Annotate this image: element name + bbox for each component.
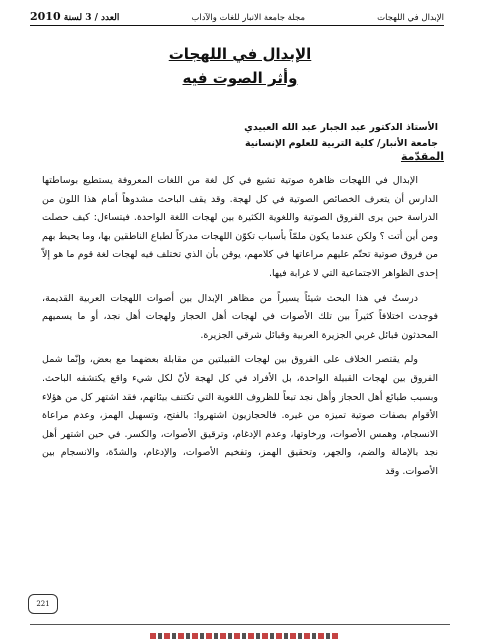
- title-line-2: وأثر الصوت فيه: [182, 69, 298, 87]
- journal-name: مجلة جامعة الانبار للغات والآداب: [191, 13, 306, 23]
- page-number: 221: [28, 594, 58, 614]
- author-block: [244, 120, 438, 152]
- footer-decoration: [150, 633, 340, 639]
- author-name: الأستاذ الدكتور عبد الجبار عبد الله العبيدي: [244, 122, 438, 133]
- issue-year: 2010: [30, 10, 61, 23]
- section-heading: المقدّمة: [400, 150, 444, 163]
- running-title: الإبدال في اللهجات: [377, 13, 444, 23]
- footer-rule: [30, 624, 450, 625]
- paragraph: الإبدال في اللهجات ظاهرة صوتية تشيع في كل لغة من اللغات المعروفة يستطيع بوساطتها الدارس أن يتعرف الخصائص الصوتية في كل لهجة. وقد يقف الباحث مشدوهاً أمام هذا اللون من الدراسة حين يرى الفروق الصوتية واللغوية الكثيرة بين لهجات اللغة الواحدة. فيتساءل: كيف حصلت ومن أين أتت ؟ ولكن عندما يكون ملمّاً بأسباب تكوّن اللهجات مدركاً لطباع الناطقين بها، وما يحيط بهم من فروق صوتية تحتّم عليهم مراعاتها في كلامهم، يوقن بأن الذي تختلف فيه لهجات لغة قوم ما هو إلاّ إحدى الظواهر الاجتماعية التي لا غرابة فيها.: [42, 175, 438, 279]
- issue-info: [30, 11, 119, 24]
- running-header: [30, 6, 444, 24]
- paragraph: ولم يقتصر الخلاف على الفروق بين لهجات القبيلتين من مقابلة بعضهما مع بعض، وإنّما شمل الفروق بين لهجات القبيلة الواحدة، بل الأفراد في كل لهجة لأنّ لكل شيء واقع يكتشفه الباحث. وبسبب طبائع أهل الحجاز وأهل نجد تبعاً للظروف اللغوية التي تكتنف بيئاتهم، فقد اشتهر كل من هؤلاء الأقوام بصفات صوتية تميزه من غيره. فالحجازيون اشتهروا: بالفتح، وتسهيل الهمز، وعدم مراعاة الانسجام، وهمس الأصوات، ورخاوتها، وعدم الإدغام، وترقيق الأصوات، والكسر. في حين اشتهر أهل نجد بالإمالة والضم، والجهر، وتحقيق الهمز، وتفخيم الأصوات، والإدغام، والشدّة، والانسجام بين الأصوات. وقد: [42, 354, 438, 477]
- title-line-1: الإبدال في اللهجات: [168, 45, 312, 63]
- issue-label: العدد / 3 لسنة: [63, 13, 120, 23]
- header-rule: [30, 25, 444, 26]
- body-text: [42, 172, 438, 488]
- paragraph: درستُ في هذا البحث شيئاً يسيراً من مظاهر الإبدال بين أصوات اللهجات العربية القديمة، فوجدت اختلافاً كثيراً بين تلك الأصوات في لهجات أهل الحجاز ولهجات أهل نجد، أو ما يسميهم المحدثون قبائل غربي الجزيرة العربية وقبائل شرقي الجزيرة.: [42, 292, 438, 341]
- author-affiliation: جامعة الأنبار/ كلية التربية للعلوم الإنسانية: [244, 138, 438, 149]
- article-title: [0, 42, 480, 90]
